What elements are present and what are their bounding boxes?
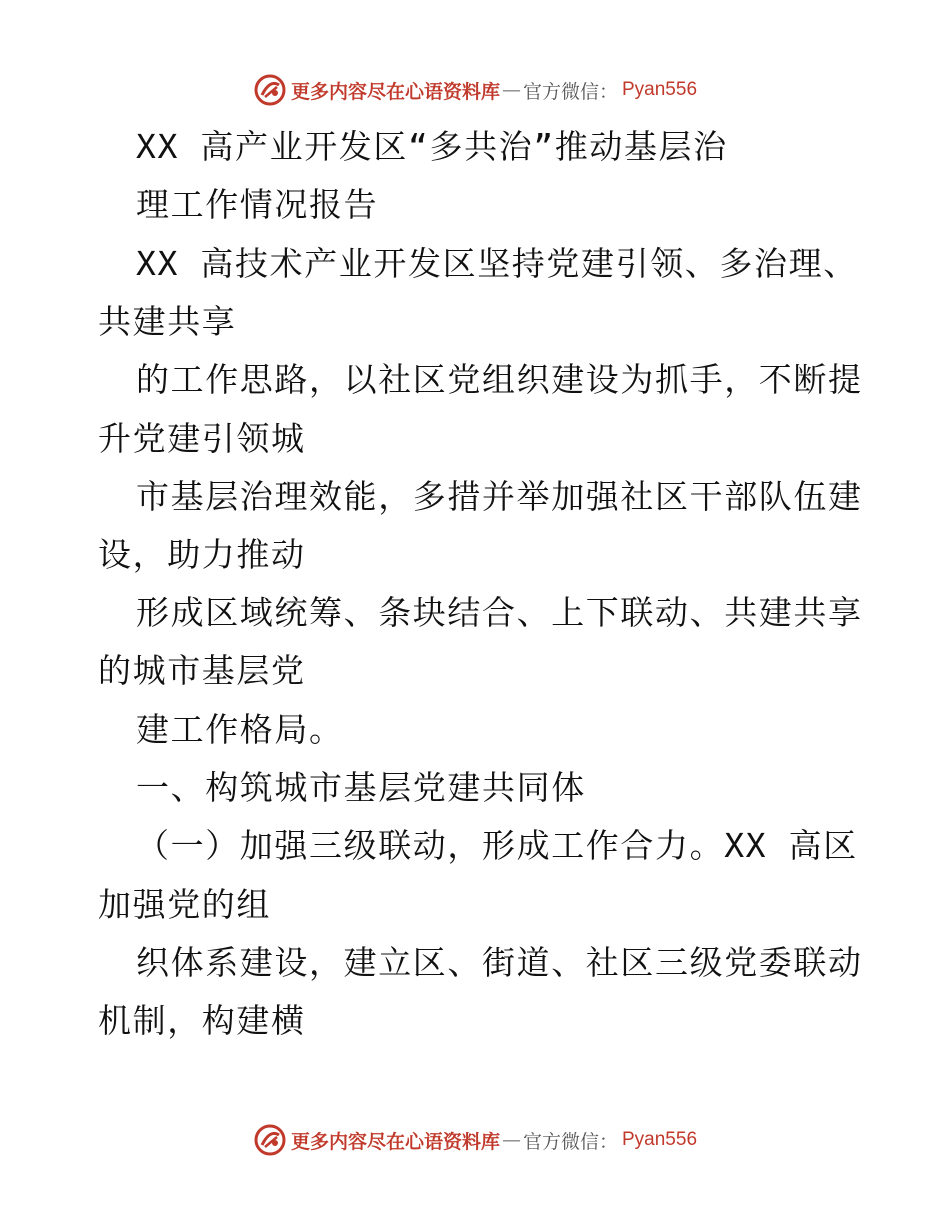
paragraph-line: 市基层治理效能，多措并举加强社区干部队伍建 xyxy=(136,477,863,516)
wechat-id: Pyan556 xyxy=(622,79,698,100)
brand-text: 更多内容尽在心语资料库 xyxy=(290,80,500,103)
paragraph-line: 的工作思路，以社区党组织建设为抓手，不断提 xyxy=(136,360,863,399)
paragraph-line: 加强党的组 xyxy=(98,885,271,924)
paragraph-line: 机制，构建横 xyxy=(98,1001,306,1040)
paragraph-line: 升党建引领城 xyxy=(98,419,306,458)
paragraph-line: 的城市基层党 xyxy=(98,651,306,690)
paragraph-line: XX 高技术产业开发区坚持党建引领、多治理、 xyxy=(136,244,858,283)
wechat-label: 官方微信： xyxy=(522,1130,618,1153)
brand-text: 更多内容尽在心语资料库 xyxy=(290,1130,500,1153)
paragraph-line: （一）加强三级联动，形成工作合力。XX 高区 xyxy=(136,826,858,865)
doc-title-line-2: 理工作情况报告 xyxy=(136,185,379,224)
paragraph-line: 设，助力推动 xyxy=(98,535,306,574)
paragraph-line: 共建共享 xyxy=(98,302,237,341)
header-watermark xyxy=(0,70,950,110)
banner-separator: — xyxy=(501,1129,521,1151)
footer-watermark xyxy=(0,1120,950,1160)
section-heading: 一、构筑城市基层党建共同体 xyxy=(136,768,586,807)
paragraph-line: 织体系建设，建立区、街道、社区三级党委联动 xyxy=(136,943,863,982)
paragraph-line: 形成区域统筹、条块结合、上下联动、共建共享 xyxy=(136,593,863,632)
brand-logo-icon xyxy=(253,73,287,107)
brand-logo-icon xyxy=(253,1123,287,1157)
wechat-label: 官方微信： xyxy=(522,80,618,103)
doc-title-line-1: XX 高产业开发区“多共治”推动基层治 xyxy=(136,127,728,166)
banner-separator: — xyxy=(501,79,521,101)
wechat-id: Pyan556 xyxy=(622,1129,698,1150)
paragraph-line: 建工作格局。 xyxy=(136,710,344,749)
